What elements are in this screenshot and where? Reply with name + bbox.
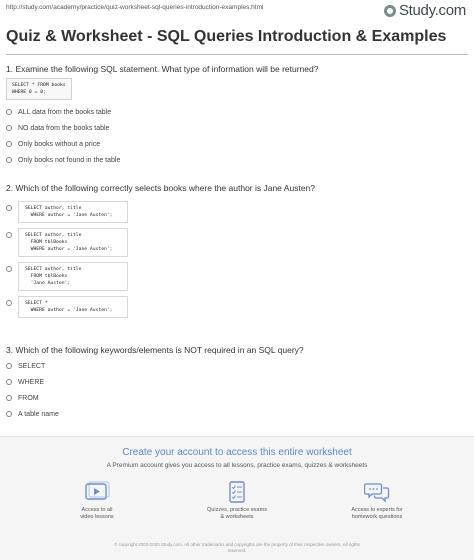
question-3-options (6, 363, 468, 419)
feature-list (0, 481, 474, 521)
page-title: Quiz & Worksheet - SQL Queries Introduction & Examples (6, 28, 447, 45)
premium-footer (0, 436, 474, 560)
question-1-code (6, 78, 72, 100)
radio-button[interactable] (6, 232, 12, 238)
code-option-3[interactable]: SELECT author, title FROM tblBooks 'Jane Austen'; (6, 262, 468, 291)
study-logo[interactable] (384, 2, 466, 19)
option-item[interactable]: WHERE (6, 379, 468, 387)
video-lessons-icon (84, 481, 110, 503)
create-account-link[interactable]: Create your account to access this entire worksheet (122, 447, 352, 458)
radio-button[interactable] (6, 363, 12, 369)
radio-button[interactable] (6, 411, 12, 417)
page-url: http://study.com/academy/practice/quiz-worksheet-sql-queries-introduction-examples.html (6, 4, 264, 11)
study-logo-icon (384, 5, 396, 17)
feature-experts: Access to experts for homework questions (337, 481, 417, 521)
option-item[interactable]: Only books without a price (6, 141, 468, 149)
radio-button[interactable] (6, 125, 12, 131)
title-divider (6, 54, 468, 55)
option-item[interactable]: ALL data from the books table (6, 109, 468, 117)
radio-button[interactable] (6, 379, 12, 385)
code-line: WHERE 0 = 0; (12, 90, 46, 95)
question-2 (6, 183, 468, 323)
code-option-2[interactable]: SELECT author, title FROM tblBooks WHERE author = 'Jane Austen'; (6, 228, 468, 257)
option-item[interactable]: A table name (6, 411, 468, 419)
question-3-text: 3. Which of the following keywords/elements is NOT required in an SQL query? (6, 345, 304, 355)
radio-button[interactable] (6, 266, 12, 272)
premium-description: A Premium account gives you access to all lessons, practice exams, quizzes & worksheets (106, 462, 368, 469)
question-1-options (6, 109, 468, 165)
option-item[interactable]: Only books not found in the table (6, 157, 468, 165)
radio-button[interactable] (6, 109, 12, 115)
expert-chat-icon (364, 481, 390, 503)
radio-button[interactable] (6, 300, 12, 306)
feature-video-lessons: Access to all video lessons (57, 481, 137, 521)
code-option-4[interactable]: SELECT * WHERE author = 'Jane Austen'; (6, 296, 468, 318)
radio-button[interactable] (6, 157, 12, 163)
logo-text: Study.com (398, 2, 466, 19)
radio-button[interactable] (6, 205, 12, 211)
code-option-1[interactable]: SELECT author, title WHERE author = 'Jane Austen'; (6, 201, 468, 223)
question-1 (6, 64, 468, 165)
option-item[interactable]: NO data from the books table (6, 125, 468, 133)
copyright-notice: © copyright 2003-2020 Study.com. All other trademarks and copyrights are the property of their respective owners. All rights reserved. (114, 542, 360, 553)
radio-button[interactable] (6, 395, 12, 401)
option-item[interactable]: SELECT (6, 363, 468, 371)
quiz-checklist-icon (224, 481, 250, 503)
code-line: SELECT * FROM books (12, 83, 66, 88)
question-1-text: 1. Examine the following SQL statement. What type of information will be returned? (6, 64, 319, 74)
question-3 (6, 345, 468, 419)
feature-quizzes: Quizzes, practice exams & worksheets (197, 481, 277, 521)
question-2-text: 2. Which of the following correctly selects books where the author is Jane Austen? (6, 183, 315, 193)
option-item[interactable]: FROM (6, 395, 468, 403)
radio-button[interactable] (6, 141, 12, 147)
